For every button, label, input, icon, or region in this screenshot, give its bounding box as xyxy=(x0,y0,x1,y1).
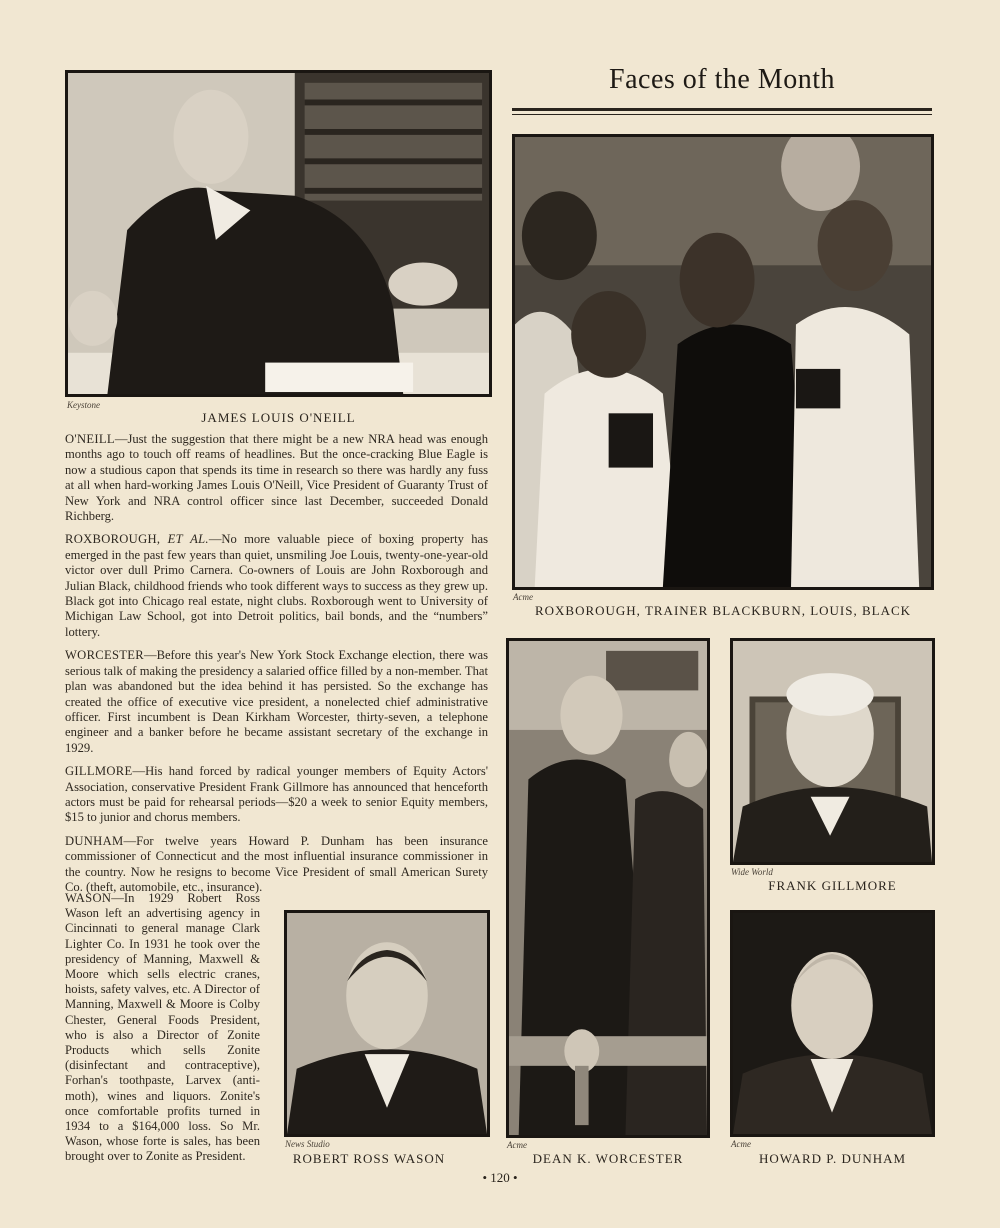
article-oneill xyxy=(65,432,488,524)
photo-gillmore xyxy=(730,638,935,865)
page-title: Faces of the Month xyxy=(609,64,835,95)
article-worcester xyxy=(65,648,488,756)
article-wason-column xyxy=(65,891,260,1173)
lead-dunham: DUNHAM xyxy=(65,833,124,848)
photo-credit-worcester: Acme xyxy=(507,1140,527,1150)
text-dunham: —For twelve years Howard P. Dunham has been insurance commissioner of Connecticut and the most influential insurance commissioner in the country. Now he resigns to become Vice President of small American Surety Co. (theft, automobile, etc., insurance). xyxy=(65,833,488,894)
caption-louis-group: ROXBOROUGH, TRAINER BLACKBURN, LOUIS, BLACK xyxy=(534,603,912,618)
lead-wason: WASON xyxy=(65,891,112,905)
photo-credit-gillmore: Wide World xyxy=(731,867,773,877)
caption-worcester: DEAN K. WORCESTER xyxy=(532,1151,684,1166)
caption-wason: ROBERT ROSS WASON xyxy=(292,1151,446,1166)
text-wason: —In 1929 Robert Ross Wason left an advertising agency in Cincinnati to general manage Clark Lighter Co. In 1931 he took over the presidency of Manning, Maxwell & Moore which sells electric cranes, hoists, safety valves, etc. A Director of Manning, Maxwell & Moore is Colby Chester, General Foods President, who is also a Director of Zonite Products which sells Zonite (disinfectant and contraceptive), Forhan's toothpaste, Larvex (anti-moth), wines and liquors. Zonite's once comfortable profits turned in 1934 to a $164,000 loss. So Mr. Wason, whose forte is sales, has been brought over to Zonite as President. xyxy=(65,891,260,1164)
photo-louis-group xyxy=(512,134,934,590)
photo-dunham xyxy=(730,910,935,1137)
article-dunham xyxy=(65,834,488,896)
article-column xyxy=(65,432,488,903)
photo-credit-wason: News Studio xyxy=(285,1139,330,1149)
text-roxborough: —No more valuable piece of boxing property has emerged in the past few years than quiet, unsmiling Joe Louis, twenty-one-year-old victor over dull Primo Carnera. Co-owners of Louis are John Roxborough and Julian Black, childhood friends who took different ways to success as they grew up. Black got into Chicago real estate, night clubs. Roxborough went to University of Michigan Law School, got into Detroit politics, bail bonds, and the “numbers” lottery. xyxy=(65,532,488,639)
lead-gillmore: GILLMORE xyxy=(65,764,133,779)
lead-oneill: O'NEILL xyxy=(65,432,115,446)
photo-credit-oneill: Keystone xyxy=(67,400,100,410)
caption-dunham: HOWARD P. DUNHAM xyxy=(758,1151,907,1166)
lead-worcester: WORCESTER xyxy=(65,648,144,663)
photo-wason xyxy=(284,910,490,1137)
article-gillmore xyxy=(65,764,488,826)
text-oneill: —Just the suggestion that there might be a new NRA head was enough months ago to touch off reams of headlines. But the once-cracking Blue Eagle is now a studious capon that spends its time in research so there was hardly any fuss at all when hard-working James Louis O'Neill, Vice President of Guaranty Trust of New York and NRA control officer since last December, succeeded Donald Richberg. xyxy=(65,432,488,524)
page-number: • 120 • xyxy=(482,1170,518,1185)
text-worcester: —Before this year's New York Stock Exchange election, there was serious talk of making the presidency a salaried office filled by a non-member. That plan was abandoned but the idea behind it has persisted. So the exchange has created the office of executive vice president, a nonelected chief administrative officer. First incumbent is Dean Kirkham Worcester, thirty-seven, a telephone engineer and a banker before he became assistant secretary of the exchange in 1929. xyxy=(65,648,488,755)
photo-oneill xyxy=(65,70,492,397)
title-rule xyxy=(512,108,932,115)
photo-worcester xyxy=(506,638,710,1138)
photo-credit-dunham: Acme xyxy=(731,1139,751,1149)
lead-roxborough-suffix: ET AL. xyxy=(167,532,209,547)
photo-credit-louis: Acme xyxy=(513,592,533,602)
caption-gillmore: FRANK GILLMORE xyxy=(768,878,897,893)
article-wason xyxy=(65,891,260,1165)
lead-roxborough: ROXBOROUGH, xyxy=(65,532,161,547)
text-gillmore: —His hand forced by radical younger members of Equity Actors' Association, conservative President Frank Gillmore has announced that henceforth actors must be paid for rehearsal periods—$20 a week to senior Equity members, $15 to junior and chorus members. xyxy=(65,764,488,825)
article-roxborough xyxy=(65,532,488,640)
caption-oneill: JAMES LOUIS O'NEILL xyxy=(201,410,356,425)
